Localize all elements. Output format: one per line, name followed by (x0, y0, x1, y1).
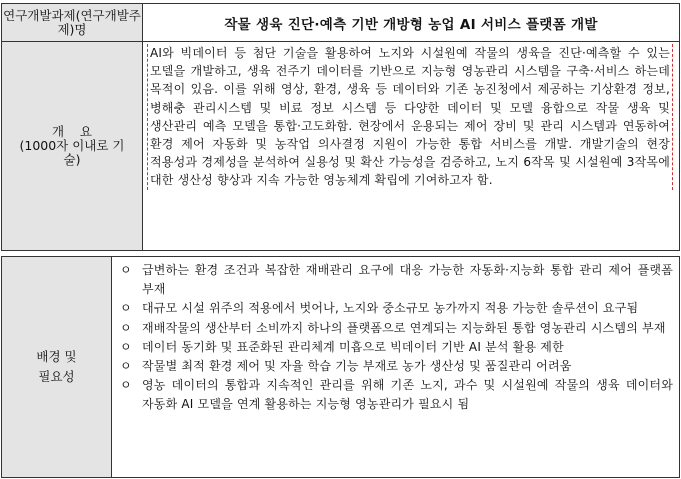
overview-label (2, 42, 143, 251)
background-cell (112, 257, 680, 478)
bullet-marker: ㅇ (120, 301, 132, 316)
background-item (120, 376, 673, 414)
project-title: 작물 생육 진단·예측 기반 개방형 농업 AI 서비스 플랫폼 개발 (224, 16, 598, 33)
overview-cell (143, 42, 680, 251)
project-title-label-text: 연구개발과제(연구개발주제)명 (3, 7, 141, 37)
project-title-label (2, 4, 143, 42)
overview-text: AI와 빅데이터 등 첨단 기술을 활용하여 노지와 시설원예 작물의 생육을 진단·예측할 수 있는 모델을 개발하고, 생육 전주기 데이터를 기반으로 지능형 영농관리 시스템을 구축·서비스 하는데 목적이 있음. 이를 위해 영상, 환경, 생육 등 데이터와 기존 농진청에서 제공하는 기상환경 정보, 병해충 관리시스템 및 비료 정보 시스템 등 다양한 데이터 및 모델 융합으로 작물 생육 및 생산관리 예측 모델을 통합·고도화함. 현장에서 운용되는 제어 장비 및 관리 시스템과 연동하여 환경 제어 자동화 및 농작업 의사결정 지원이 가능한 통합 서비스를 개발. 개발기술의 현장 적용성과 경제성을 분석하여 실용성 및 확산 가능성을 검증하고, 노지 6작목 및 시설원예 3작목에 대한 생산성 향상과 지속 가능한 영농체계 확립에 기여하고자 함. (147, 44, 673, 190)
background-item (120, 357, 673, 376)
background-item-text: 급변하는 환경 조건과 복잡한 재배관리 요구에 대응 가능한 자동화·지능화 통합 관리 제어 플랫폼 부재 (142, 263, 673, 297)
background-item-text: 대규모 시설 위주의 적용에서 벗어나, 노지와 중소규모 농가까지 적용 가능한 솔루션이 요구됨 (142, 301, 639, 316)
bullet-marker: ㅇ (120, 263, 132, 277)
background-item (120, 299, 673, 318)
background-list (112, 257, 679, 419)
project-summary-table (1, 3, 680, 251)
background-table (1, 256, 680, 478)
background-item (120, 261, 673, 299)
background-label (2, 257, 112, 478)
bullet-marker: ㅇ (120, 378, 132, 393)
background-item (120, 338, 673, 357)
project-title-cell (143, 4, 680, 42)
background-item-text: 재배작물의 생산부터 소비까지 하나의 플랫폼으로 연계되는 지능화된 통합 영농관리 시스템의 부재 (142, 320, 666, 335)
background-item-text: 영농 데이터의 통합과 지속적인 관리를 위해 기존 노지, 과수 및 시설원예 작물의 생육 데이터와 자동화 AI 모델을 연계 활용하는 지능형 영농관리가 필요시 됨 (142, 378, 673, 412)
bullet-marker: ㅇ (120, 339, 132, 354)
bullet-marker: ㅇ (120, 359, 132, 374)
bullet-marker: ㅇ (120, 320, 132, 335)
background-label-text: 배경 및 필요성 (36, 349, 77, 384)
background-item-text: 데이터 동기화 및 표준화된 관리체계 미흡으로 빅데이터 기반 AI 분석 활용 제한 (142, 339, 564, 354)
overview-label-sub: (1000자 이내로 기술) (19, 138, 125, 167)
overview-label-main: 개 요 (51, 124, 93, 139)
background-item-text: 작물별 최적 환경 제어 및 자율 학습 기능 부재로 농가 생산성 및 품질관리 어려움 (142, 359, 572, 374)
background-item (120, 319, 673, 338)
